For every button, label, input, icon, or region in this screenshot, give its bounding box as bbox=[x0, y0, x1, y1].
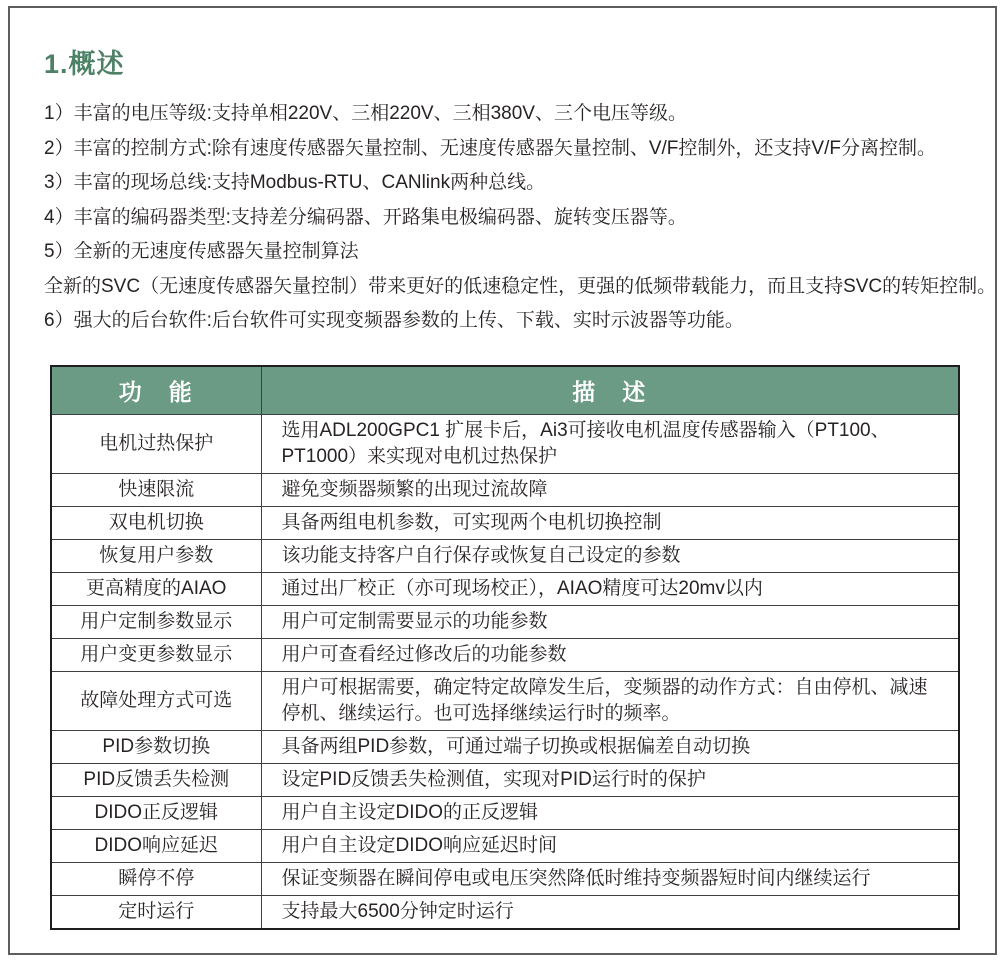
description-cell: 支持最大6500分钟定时运行 bbox=[261, 895, 959, 929]
table-row bbox=[51, 539, 959, 572]
description-cell: 用户可查看经过修改后的功能参数 bbox=[261, 638, 959, 671]
document-content bbox=[44, 42, 997, 930]
table-row bbox=[51, 605, 959, 638]
table-header-row bbox=[51, 366, 959, 415]
table-row bbox=[51, 829, 959, 862]
description-cell: 用户可根据需要，确定特定故障发生后，变频器的动作方式：自由停机、减速停机、继续运行。也可选择继续运行时的频率。 bbox=[261, 671, 959, 730]
table-row bbox=[51, 671, 959, 730]
table-row bbox=[51, 862, 959, 895]
table-row bbox=[51, 895, 959, 929]
description-cell: 该功能支持客户自行保存或恢复自己设定的参数 bbox=[261, 539, 959, 572]
overview-item-svc-note: 全新的SVC（无速度传感器矢量控制）带来更好的低速稳定性，更强的低频带载能力，而且支持SVC的转矩控制。 bbox=[44, 275, 997, 297]
table-row bbox=[51, 638, 959, 671]
description-cell: 保证变频器在瞬间停电或电压突然降低时维持变频器短时间内继续运行 bbox=[261, 862, 959, 895]
description-cell: 具备两组PID参数，可通过端子切换或根据偏差自动切换 bbox=[261, 730, 959, 763]
function-cell: PID反馈丢失检测 bbox=[51, 763, 261, 796]
function-cell: 电机过热保护 bbox=[51, 414, 261, 473]
description-cell: 通过出厂校正（亦可现场校正），AIAO精度可达20mv以内 bbox=[261, 572, 959, 605]
table-row bbox=[51, 506, 959, 539]
function-cell: 故障处理方式可选 bbox=[51, 671, 261, 730]
description-cell: 设定PID反馈丢失检测值，实现对PID运行时的保护 bbox=[261, 763, 959, 796]
function-cell: DIDO响应延迟 bbox=[51, 829, 261, 862]
function-cell: 用户定制参数显示 bbox=[51, 605, 261, 638]
description-cell: 用户自主设定DIDO响应延迟时间 bbox=[261, 829, 959, 862]
description-cell: 选用ADL200GPC1 扩展卡后，Ai3可接收电机温度传感器输入（PT100、PT1000）来实现对电机过热保护 bbox=[261, 414, 959, 473]
function-cell: 双电机切换 bbox=[51, 506, 261, 539]
overview-item-1: 1）丰富的电压等级:支持单相220V、三相220V、三相380V、三个电压等级。 bbox=[44, 103, 687, 124]
description-cell: 具备两组电机参数，可实现两个电机切换控制 bbox=[261, 506, 959, 539]
function-cell: 用户变更参数显示 bbox=[51, 638, 261, 671]
function-cell: PID参数切换 bbox=[51, 730, 261, 763]
description-cell: 用户可定制需要显示的功能参数 bbox=[261, 605, 959, 638]
function-cell: 快速限流 bbox=[51, 473, 261, 506]
description-column-header: 描 述 bbox=[261, 366, 959, 415]
table-row bbox=[51, 730, 959, 763]
overview-item-6: 6）强大的后台软件:后台软件可实现变频器参数的上传、下载、实时示波器等功能。 bbox=[44, 310, 744, 331]
function-cell: 瞬停不停 bbox=[51, 862, 261, 895]
function-cell: 恢复用户参数 bbox=[51, 539, 261, 572]
description-cell: 用户自主设定DIDO的正反逻辑 bbox=[261, 796, 959, 829]
table-row bbox=[51, 572, 959, 605]
function-cell: DIDO正反逻辑 bbox=[51, 796, 261, 829]
function-column-header: 功 能 bbox=[51, 366, 261, 415]
feature-table bbox=[50, 365, 960, 930]
section-title: 1.概述 bbox=[44, 49, 125, 79]
table-row bbox=[51, 473, 959, 506]
table-row bbox=[51, 763, 959, 796]
table-row bbox=[51, 414, 959, 473]
function-cell: 定时运行 bbox=[51, 895, 261, 929]
overview-item-2: 2）丰富的控制方式:除有速度传感器矢量控制、无速度传感器矢量控制、V/F控制外，还支持V/F分离控制。 bbox=[44, 137, 936, 159]
overview-item-4: 4）丰富的编码器类型:支持差分编码器、开路集电极编码器、旋转变压器等。 bbox=[44, 206, 687, 228]
overview-item-5: 5）全新的无速度传感器矢量控制算法 bbox=[44, 241, 359, 262]
description-cell: 避免变频器频繁的出现过流故障 bbox=[261, 473, 959, 506]
table-row bbox=[51, 796, 959, 829]
overview-item-3: 3）丰富的现场总线:支持Modbus-RTU、CANlink两种总线。 bbox=[44, 172, 546, 193]
overview-list bbox=[44, 97, 997, 339]
function-cell: 更高精度的AIAO bbox=[51, 572, 261, 605]
